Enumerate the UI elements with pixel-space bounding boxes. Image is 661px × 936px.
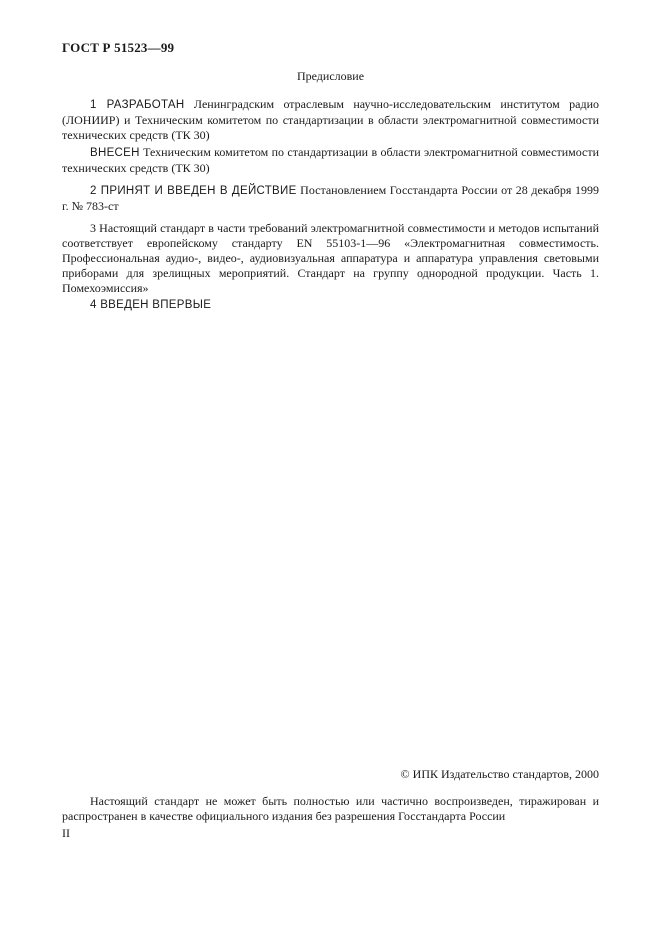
paragraph-introduced-by <box>62 145 599 176</box>
paragraph-first-introduced <box>62 297 599 313</box>
paragraph-correspondence <box>62 221 599 296</box>
paragraph-adopted <box>62 183 599 214</box>
paragraph-label: 1 РАЗРАБОТАН <box>90 99 185 111</box>
paragraph-text: 3 Настоящий стандарт в части требований электромагнитной совместимости и методов испытаний соответствует европейскому стандарту EN 55103-1—96 «Электромагнитная совместимость. Профессиональная аудио-, видео-, аудиовизуальная аппаратура и аппаратура управления световыми приборами для зрелищных мероприятий. Стандарт на группу однородной продукции. Часть 1. Помехоэмиссия» <box>62 221 599 295</box>
paragraph-text: Ленинградским отраслевым научно-исследовательским институтом радио (ЛОНИИР) и Техническим комитетом по стандартизации в области электромагнитной совместимости технических средств (ТК 30) <box>62 97 599 142</box>
paragraph-text: Постановлением Госстандарта России от 28 декабря 1999 г. № 783-ст <box>62 183 599 213</box>
copyright-line: © ИПК Издательство стандартов, 2000 <box>400 767 599 781</box>
paragraph-label: ВНЕСЕН <box>90 147 140 159</box>
paragraph-label: 2 ПРИНЯТ И ВВЕДЕН В ДЕЙСТВИЕ <box>90 185 297 197</box>
standard-code-header: ГОСТ Р 51523—99 <box>62 40 175 55</box>
paragraph-label: 4 ВВЕДЕН ВПЕРВЫЕ <box>90 299 212 311</box>
paragraph-developed-by <box>62 97 599 143</box>
page-number: II <box>62 826 70 840</box>
reproduction-notice: Настоящий стандарт не может быть полностью или частично воспроизведен, тиражирован и распространен в качестве официального издания без разрешения Госстандарта России <box>62 794 599 823</box>
foreword-title: Предисловие <box>296 69 365 83</box>
paragraph-text: Техническим комитетом по стандартизации в области электромагнитной совместимости технических средств (ТК 30) <box>62 145 599 175</box>
